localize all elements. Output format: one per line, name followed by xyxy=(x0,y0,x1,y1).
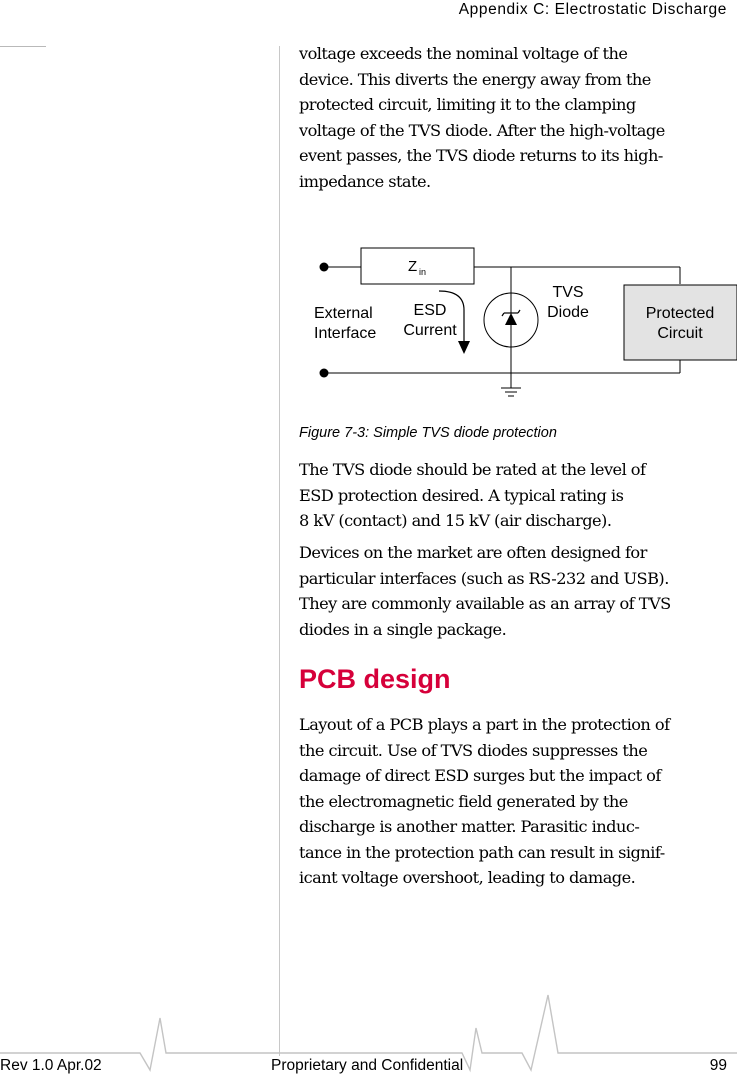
protected-label: Circuit xyxy=(657,325,703,342)
protected-label: Protected xyxy=(645,305,715,322)
text-line: Layout of a PCB plays a part in the protection of xyxy=(299,715,670,734)
text-line: voltage of the TVS diode. After the high-voltage xyxy=(299,120,665,140)
page-number: 99 xyxy=(709,1057,727,1074)
figure-caption: Figure 7-3: Simple TVS diode protection xyxy=(299,425,557,441)
text-line: voltage exceeds the nominal voltage of the xyxy=(299,44,628,63)
text-line: protected circuit, limiting it to the clamping xyxy=(299,95,636,114)
tvs-protection-diagram xyxy=(308,240,737,405)
text-line: tance in the protection path can result in signif- xyxy=(299,842,665,862)
header-rule xyxy=(0,46,46,47)
text-line: impedance state. xyxy=(299,171,431,191)
paragraph-tvs-operation xyxy=(299,41,737,194)
text-line: event passes, the TVS diode returns to its high- xyxy=(299,146,663,165)
paragraph-devices xyxy=(299,540,737,642)
text-line: the circuit. Use of TVS diodes suppresses the xyxy=(299,740,648,760)
paragraph-pcb-layout xyxy=(299,712,737,891)
text-line: 8 kV (contact) and 15 kV (air discharge). xyxy=(299,511,612,530)
paragraph-rating xyxy=(299,457,737,534)
external-label: Interface xyxy=(314,325,377,342)
arrow-head-icon xyxy=(458,341,470,354)
text-line: device. This diverts the energy away from the xyxy=(299,69,651,89)
text-line: damage of direct ESD surges but the impact of xyxy=(299,766,661,785)
running-header: Appendix C: Electrostatic Discharge xyxy=(458,1,727,18)
text-line: Devices on the market are often designed for xyxy=(299,543,647,562)
footer-confidentiality: Proprietary and Confidential xyxy=(271,1057,464,1074)
margin-rule xyxy=(279,46,280,1056)
footer-revision: Rev 1.0 Apr.02 xyxy=(0,1057,102,1074)
tvs-label: TVS xyxy=(552,284,584,301)
text-line: ESD protection desired. A typical rating is xyxy=(299,485,624,505)
esd-label: ESD xyxy=(413,302,447,319)
text-line: icant voltage overshoot, leading to damage. xyxy=(299,868,636,887)
esd-label: Current xyxy=(403,322,457,339)
section-heading: PCB design xyxy=(299,664,451,694)
impedance-box xyxy=(361,248,474,284)
text-line: particular interfaces (such as RS-232 and USB). xyxy=(299,568,669,588)
external-label: External xyxy=(314,305,373,322)
tvs-label: Diode xyxy=(547,304,589,321)
impedance-label: Z xyxy=(408,258,418,275)
impedance-subscript: in xyxy=(419,267,427,277)
text-line: discharge is another matter. Parasitic induc- xyxy=(299,817,640,836)
text-line: the electromagnetic field generated by the xyxy=(299,791,628,811)
text-line: The TVS diode should be rated at the level of xyxy=(299,460,646,479)
protected-circuit-box xyxy=(624,285,737,360)
text-line: They are commonly available as an array of TVS xyxy=(299,594,671,613)
text-line: diodes in a single package. xyxy=(299,619,507,639)
